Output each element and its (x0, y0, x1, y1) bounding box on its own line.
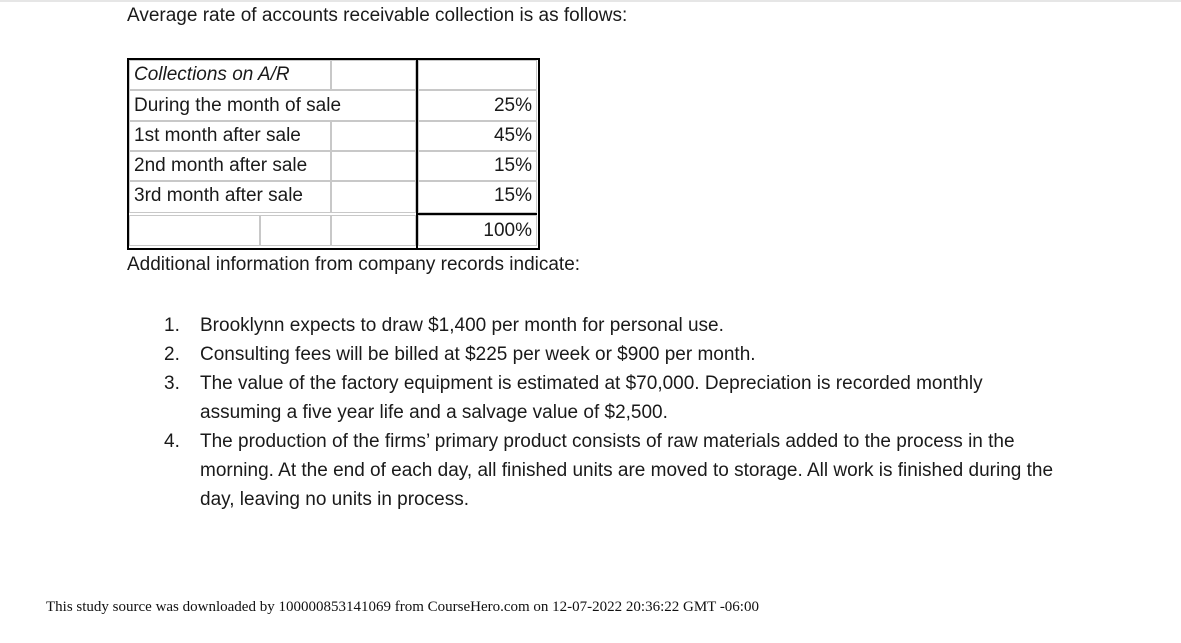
row-label-during-month: During the month of sale (134, 95, 342, 116)
table-total-divider (416, 213, 537, 215)
list-item-text: The value of the factory equipment is estimated at $70,000. Depreciation is recorded monthly assuming a five year life and a salvage value of $2,500. (200, 373, 983, 423)
table-title: Collections on A/R (134, 64, 290, 85)
row-value-during-month: 25% (493, 95, 532, 116)
list-item-number: 1. (164, 315, 180, 336)
row-label-1st-month: 1st month after sale (134, 125, 301, 146)
row-label-2nd-month: 2nd month after sale (134, 155, 308, 176)
collections-table (127, 58, 538, 248)
list-item-text: Brooklynn expects to draw $1,400 per month for personal use. (200, 315, 724, 336)
list-item-number: 3. (164, 373, 180, 394)
page-top-rule (0, 0, 1181, 2)
row-value-1st-month: 45% (493, 125, 532, 146)
row-value-3rd-month: 15% (493, 185, 532, 206)
row-label-3rd-month: 3rd month after sale (134, 185, 303, 206)
info-list (160, 311, 1060, 514)
list-item-number: 4. (164, 431, 180, 452)
list-item (160, 311, 1060, 340)
list-item-number: 2. (164, 344, 180, 365)
list-item-text: Consulting fees will be billed at $225 per week or $900 per month. (200, 344, 756, 365)
table-column-divider (416, 58, 418, 248)
additional-info-heading: Additional information from company records indicate: (127, 254, 581, 275)
list-item (160, 427, 1060, 514)
table-outer-border (127, 58, 540, 250)
download-footer: This study source was downloaded by 100000853141069 from CourseHero.com on 12-07-2022 20:36:22 GMT -06:00 (46, 599, 759, 615)
row-value-2nd-month: 15% (493, 155, 532, 176)
total-value: 100% (483, 220, 532, 241)
list-item (160, 340, 1060, 369)
list-item-text: The production of the firms’ primary product consists of raw materials added to the process in the morning. At the end of each day, all finished units are moved to storage. All work is finished during the day, leaving no units in process. (200, 431, 1054, 510)
intro-text: Average rate of accounts receivable collection is as follows: (127, 5, 628, 26)
list-item (160, 369, 1060, 427)
